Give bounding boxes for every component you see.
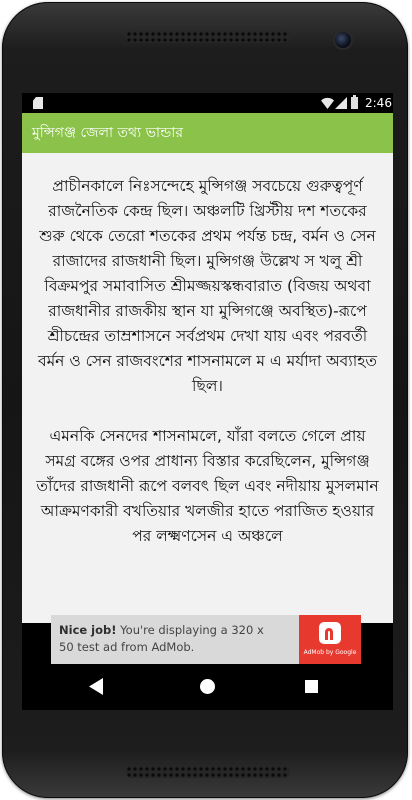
status-bar bbox=[22, 93, 393, 113]
admob-logo bbox=[299, 615, 361, 664]
phone-frame bbox=[2, 2, 408, 798]
article-paragraph: প্রাচীনকালে নিঃসন্দেহে মুন্সিগঞ্জ সবচেয়ে গুরুত্বপূর্ণ রাজনৈতিক কেন্দ্র ছিল। অঞ্চলটি খ্রিস্টীয় দশ শতকের শুরু থেকে তেরো শতকের প্রথম পর্যন্ত চন্দ্র, বর্মন ও সেন রাজাদের রাজধানী ছিল। মুন্সিগঞ্জ উল্লেখ স খলু শ্রী বিক্রমপুর সমাবাসিত শ্রীমজ্জয়স্কন্ধবারাত (বিজয় অথবা রাজধানীর রাজকীয় স্থান যা মুন্সিগঞ্জে অবস্থিত)-রূপে শ্রীচন্দ্রের তাম্রশাসনে সর্বপ্রথম দেখা যায় এবং পরবর্তী বর্মন ও সেন রাজবংশের শাসনামলে ম এ মর্যাদা অব্যাহত ছিল। bbox=[37, 177, 378, 395]
app-title: মুন্সিগঞ্জ জেলা তথ্য ভান্ডার bbox=[32, 125, 184, 141]
admob-logo-caption: AdMob by Google bbox=[303, 649, 357, 656]
ad-body: You're displaying a 320 x 50 test ad from AdMob. bbox=[59, 623, 264, 654]
ad-text bbox=[59, 622, 279, 656]
home-icon[interactable] bbox=[200, 679, 215, 694]
article-paragraph: এমনকি সেনদের শাসনামলে, যাঁরা বলতে গেলে প্রায় সমগ্র বঙ্গের ওপর প্রাধান্য বিস্তার করেছিলেন, মুন্সিগঞ্জ তাঁদের রাজধানী রূপে বলবৎ ছিল এবং নদীয়ায় মুসলমান আক্রমণকারী বখতিয়ার খলজীর হাতে পরাজিত হওয়ার পর লক্ষ্মণসেন এ অঞ্চলে bbox=[36, 427, 379, 545]
article-scroll-view[interactable] bbox=[22, 153, 393, 623]
screen bbox=[22, 93, 393, 710]
signal-icon bbox=[335, 97, 347, 109]
sd-card-icon bbox=[33, 97, 43, 109]
navigation-bar bbox=[22, 664, 393, 710]
wifi-icon bbox=[321, 97, 334, 109]
admob-logo-icon bbox=[319, 622, 341, 644]
front-camera bbox=[335, 32, 351, 48]
admob-test-banner[interactable] bbox=[51, 615, 361, 664]
battery-charging-icon bbox=[351, 97, 358, 109]
app-toolbar bbox=[22, 113, 393, 153]
status-time: 2:46 bbox=[365, 96, 392, 110]
earpiece-speaker bbox=[126, 31, 290, 43]
loudspeaker bbox=[126, 766, 290, 778]
ad-headline: Nice job! bbox=[59, 623, 117, 637]
recent-apps-icon[interactable] bbox=[305, 680, 318, 693]
back-icon[interactable] bbox=[89, 678, 103, 695]
